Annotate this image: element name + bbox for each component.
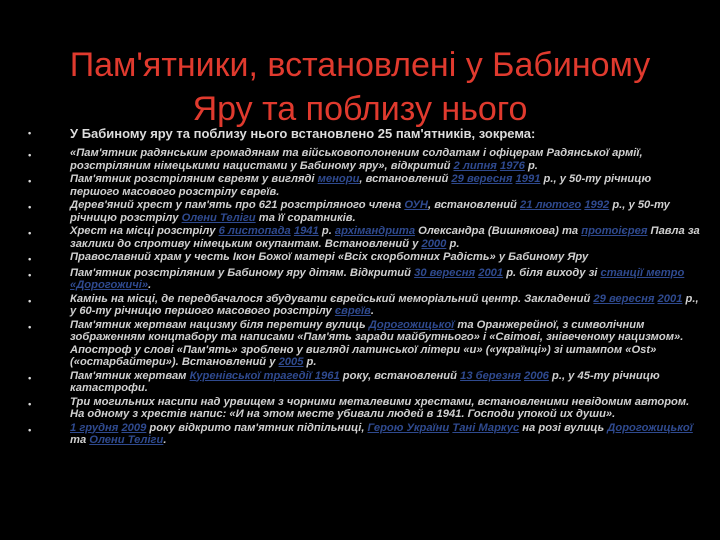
item-text-run: р., у 45-ту річницю катастрофи.: [70, 369, 660, 394]
item-link[interactable]: Олени Теліги: [181, 211, 256, 224]
item-link[interactable]: Герою України: [367, 421, 450, 434]
item-link[interactable]: Дорогожицької: [368, 318, 455, 331]
item-link[interactable]: ОУН: [404, 199, 428, 211]
list-item: [28, 147, 700, 172]
item-link[interactable]: Олени Теліги: [89, 434, 164, 446]
list-item-text: [70, 147, 700, 172]
list-item-text: [70, 396, 700, 421]
item-text-run: р.: [524, 159, 538, 172]
bullet-icon: •: [28, 150, 32, 160]
item-link[interactable]: євреїв: [334, 305, 371, 317]
list-item: [28, 225, 700, 250]
item-text-run: на розі вулиць: [519, 421, 608, 434]
item-link[interactable]: 2 липня: [453, 159, 497, 172]
item-text-run: року, встановлений: [339, 369, 461, 382]
item-text-run: Хрест на місці розстрілу: [70, 225, 219, 237]
list-item-text: [70, 319, 700, 369]
item-text-run: та: [70, 434, 90, 446]
list-item-text: [70, 422, 700, 447]
item-link[interactable]: 2006: [524, 369, 549, 382]
list-item: [28, 396, 700, 421]
bullet-icon: •: [28, 295, 32, 306]
item-link[interactable]: 29 вересня: [593, 292, 655, 305]
item-text-run: , встановлений: [428, 199, 521, 211]
item-link[interactable]: 1992: [584, 199, 610, 211]
item-link[interactable]: 1976: [499, 159, 525, 172]
bullet-icon: •: [28, 176, 32, 186]
item-link[interactable]: архімандрита: [334, 225, 416, 237]
item-link[interactable]: 2001: [657, 292, 683, 305]
item-link[interactable]: менори: [317, 173, 360, 185]
list-item: [28, 199, 700, 224]
bullet-icon: •: [28, 269, 32, 280]
list-item-text: [70, 251, 700, 266]
list-item-text: [70, 225, 700, 250]
list-item-text: [70, 173, 700, 198]
item-text-run: р., у 60-ту річницю першого масового розстрілу: [70, 292, 699, 317]
item-text-run: Камінь на місці, де передбачалося збудувати єврейський меморіальний центр. Закладений: [70, 292, 594, 305]
item-text-run: Пам'ятник жертвам нацизму біля перетину вулиць: [70, 318, 369, 331]
item-text-run: р.: [446, 237, 460, 250]
list-item: [28, 319, 700, 369]
item-text-run: Пам'ятник жертвам: [70, 369, 190, 382]
item-text-run: р.: [318, 225, 335, 237]
item-text-run: Дерев'яний хрест у пам'ять про 621 розстріляного члена: [70, 199, 405, 211]
bullet-icon: •: [28, 202, 32, 212]
item-link[interactable]: Тані Маркус: [452, 421, 520, 434]
bullet-icon: •: [28, 321, 32, 332]
list-item: [28, 267, 700, 292]
bullet-icon: •: [28, 128, 32, 138]
item-text-run: Православний храм у честь Ікон Божої матері «Всіх скорботних Радість» у Бабиному Яру: [70, 251, 589, 263]
item-link[interactable]: 1991: [515, 173, 541, 185]
item-link[interactable]: 1941: [293, 225, 319, 237]
item-text-run: р., у 50-ту річницю першого масового розстрілу євреїв.: [70, 173, 652, 198]
monument-list: [28, 147, 700, 448]
item-link[interactable]: станції метро «Дорогожичі»: [70, 266, 685, 291]
item-link[interactable]: 30 вересня: [414, 266, 476, 279]
item-link[interactable]: Куренівської трагедії 1961: [189, 369, 340, 382]
item-text-run: та Оранжерейної, з символічним зображенням концтабору та написами «Пам'ять заради майбутнього» і «Світові, знівеченому нацизмом». Апостроф у слові «Пам'ять» зроблено у вигляді латинської літери «и» («українці») зі штампом «Ost» («остарбайтери»). Встановлений у: [70, 318, 684, 368]
item-text-run: Олександра (Вишнякова) та: [415, 225, 582, 237]
bullet-icon: •: [28, 254, 32, 264]
item-text-run: р., у 50-ту річницю розстрілу: [70, 199, 670, 224]
bullet-icon: •: [28, 424, 32, 435]
bullet-icon: •: [28, 398, 32, 409]
item-link[interactable]: 2000: [421, 237, 447, 250]
item-text-run: , встановлений: [359, 173, 452, 185]
item-text-run: Пам'ятник розстріляним у Бабиному яру дітям. Відкритий: [70, 266, 415, 279]
item-text-run: Павла за заклики до спротиву німецьким окупантам. Встановлений у: [70, 225, 700, 250]
item-text-run: .: [148, 279, 152, 291]
list-item-text: [70, 293, 700, 318]
item-link[interactable]: 2005: [278, 356, 304, 368]
item-link[interactable]: 1 грудня: [70, 421, 119, 434]
item-text-run: Три могильних насипи над урвищем з чорними металевими хрестами, встановленими невідомим автором. На одному з хрестів напис: «И на этом месте убивали людей в 1941. Господи упокой их души».: [70, 395, 690, 420]
item-text-run: Пам'ятник розстріляним євреям у вигляді: [70, 173, 318, 185]
list-item-text: [70, 370, 700, 395]
item-link[interactable]: 2009: [121, 421, 147, 434]
lead-text: У Бабиному яру та поблизу нього встановлено 25 пам'ятників, зокрема:: [70, 126, 536, 141]
bullet-icon: •: [28, 372, 32, 383]
list-item: [28, 173, 700, 198]
item-link[interactable]: 6 листопада: [218, 225, 291, 237]
item-text-run: та її соратників.: [255, 211, 356, 224]
item-text-run: «Пам'ятник радянським громадянам та військовополоненим солдатам і офіцерам Радянської армії, розстріляним німецькими нацистами у Бабиному яру», відкритий: [70, 147, 643, 172]
list-item-text: [70, 267, 700, 292]
item-link[interactable]: протоієрея: [581, 225, 648, 237]
lead-item: [28, 126, 708, 141]
item-link[interactable]: 29 вересня: [451, 173, 513, 185]
list-item: [28, 422, 700, 447]
bullet-icon: •: [28, 228, 32, 238]
item-link[interactable]: 2001: [478, 266, 504, 279]
list-item: [28, 251, 700, 266]
list-item: [28, 293, 700, 318]
item-text-run: .: [370, 305, 374, 317]
item-text-run: р.: [303, 356, 317, 368]
item-text-run: .: [163, 434, 167, 446]
item-link[interactable]: 21 лютого: [520, 199, 582, 211]
item-link[interactable]: 13 березня: [460, 369, 521, 382]
list-item-text: [70, 199, 700, 224]
item-text-run: року відкрито пам'ятник підпільниці,: [146, 421, 368, 434]
list-item: [28, 370, 700, 395]
item-link[interactable]: Дорогожицької: [607, 421, 693, 434]
slide-title: Пам'ятники, встановлені у Бабиному Яру та поблизу нього: [69, 45, 651, 128]
item-text-run: р. біля виходу зі: [503, 266, 601, 279]
